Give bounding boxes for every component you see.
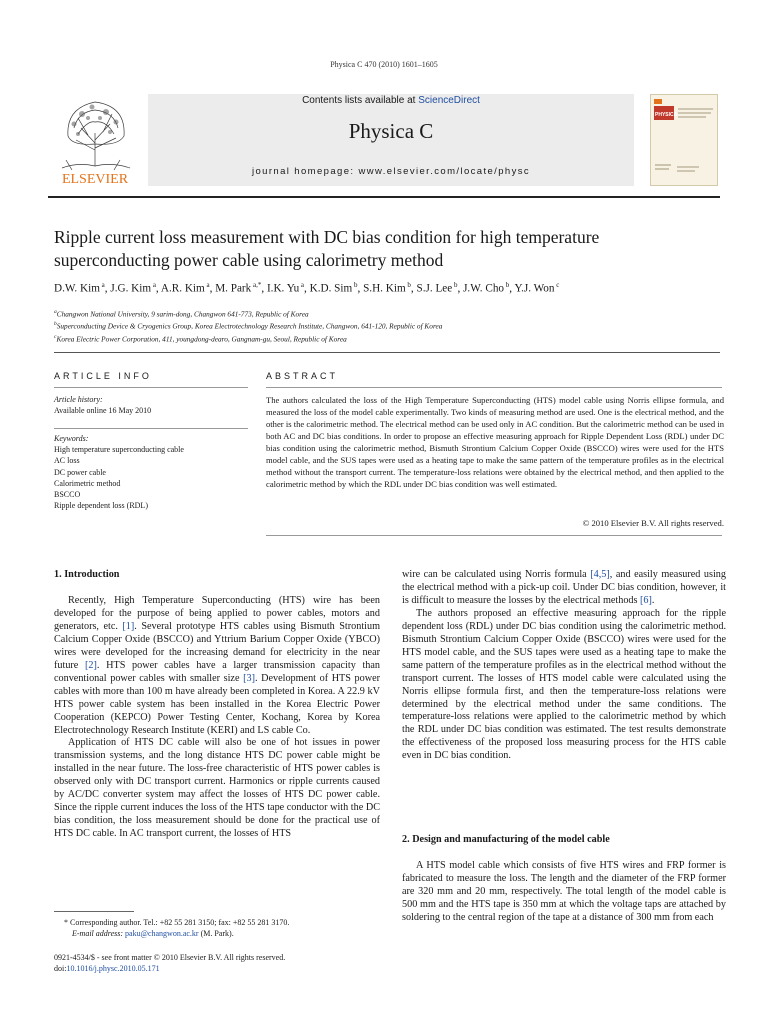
contents-available-line xyxy=(148,95,634,106)
homepage-prefix: journal homepage: xyxy=(251,166,359,177)
journal-cover-thumbnail xyxy=(650,94,718,186)
text-run: . Several prototype HTS cables using Bismuth Strontium Calcium Copper Oxide (BSCCO) and Yttrium Barium Copper Oxide (YBCO) wires were developed for the increasing demand for electricity in the near future xyxy=(54,620,380,671)
front-matter-line: 0921-4534/$ - see front matter © 2010 Elsevier B.V. All rights reserved. xyxy=(54,953,286,962)
sciencedirect-link[interactable]: ScienceDirect xyxy=(418,95,480,106)
author-name: J.G. Kim xyxy=(110,282,152,295)
abstract-text: The authors calculated the loss of the High Temperature Superconducting (HTS) model cable using Norris ellipse formula, and measured the loss of the model cable experimentally. Two kinds of measuring method are used. One is the electrical method, and the other is the calorimetric method. The electrical method can be used only in AC condition. But the calorimetric method can be used in both AC and DC bias conditions. In order to propose an effective measuring approach for Ripple Dependent Loss (RDL) under DC bias condition using the calorimetric method, Bismuth Strontium Calcium Copper Oxide (BSCCO) wires were used for the HTS model cable, and the SUS tapes were used as a heating tape to make the same pattern of the temperature profiles as in the electrical method without the transport current. The temperature-loss relations were obtained by the electrical method, and then applied to the calorimetric method by which the RDL under DC bias condition was well estimated. xyxy=(266,395,724,490)
cover-title: PHYSICA xyxy=(655,112,678,118)
email-label: E-mail address: xyxy=(72,929,126,938)
author-name: S.H. Kim xyxy=(363,282,406,295)
keyword: High temperature superconducting cable xyxy=(54,445,184,455)
section-1-heading: 1. Introduction xyxy=(54,569,120,580)
text-run: A HTS model cable which consists of five HTS wires and FRP former is fabricated to measure the loss. The length and the diameter of the FRP former are 320 mm and 20 mm, respectively. The total length of the model cable is 500 mm and the HTS tape is 350 mm at which the voltage taps are attached by soldering to the central region of the tape at a distance of 300 mm from each xyxy=(402,860,726,923)
journal-title: Physica C xyxy=(348,119,434,143)
affiliation-list xyxy=(54,307,714,344)
author-name: I.K. Yu xyxy=(266,282,300,295)
article-title: Ripple current loss measurement with DC bias condition for high temperature superconducting power cable using calorimetry method xyxy=(54,227,600,270)
info-rule xyxy=(54,387,248,388)
corresponding-author-footnote xyxy=(54,917,380,939)
affiliation-text: Korea Electric Power Corporation, 411, youngdong-dearo, Gangnam-gu, Seoul, Republic of Korea xyxy=(56,334,347,344)
footnote-text: Corresponding author. Tel.: +82 55 281 3150; fax: +82 55 281 3170. xyxy=(68,918,290,927)
author-affiliation-marker: a xyxy=(151,281,156,289)
affiliation-marker: a xyxy=(54,309,57,315)
keyword: AC loss xyxy=(54,456,80,466)
author-affiliation-marker: a,* xyxy=(251,281,262,289)
contents-prefix: Contents lists available at xyxy=(302,95,419,106)
reference-link[interactable]: [6] xyxy=(640,594,652,606)
author-name: A.R. Kim xyxy=(160,282,205,295)
affiliation-marker: b xyxy=(54,321,57,328)
article-info-heading: ARTICLE INFO xyxy=(54,371,152,381)
reference-link[interactable]: [3] xyxy=(243,672,255,684)
text-run: . HTS power cables have a larger transmission capacity than conventional power cables with smaller size xyxy=(54,659,381,684)
affiliation xyxy=(54,307,714,319)
keyword: Ripple dependent loss (RDL) xyxy=(54,501,148,511)
elsevier-logo xyxy=(48,88,143,188)
author-affiliation-marker: b xyxy=(352,281,358,289)
author-name: K.D. Sim xyxy=(309,282,353,295)
reference-link[interactable]: [1] xyxy=(122,620,135,632)
paragraph xyxy=(54,595,380,737)
footnote-rule xyxy=(54,911,134,912)
section-2-heading-block xyxy=(402,834,726,847)
reference-link[interactable]: [4,5] xyxy=(590,569,610,580)
front-matter-rule xyxy=(54,352,720,353)
author-name: S.J. Lee xyxy=(416,282,453,295)
text-run: . Development of HTS power cables with more than 100 m have already been completed in Korea. A 22.9 kV HTS power cable system has been installed in the Korea Electric Power Cooperation (KEPCO) Power Testing Center, Kochang, Korea by Korea Electrotechnology Research Institute (KERI) and LS cable Co. xyxy=(54,672,380,736)
section-2-heading: 2. Design and manufacturing of the model cable xyxy=(402,834,610,845)
author-affiliation-marker: b xyxy=(405,281,411,289)
header-rule xyxy=(48,196,720,198)
author-affiliation-marker: a xyxy=(204,281,210,289)
journal-citation-line: Physica C 470 (2010) 1601–1605 xyxy=(330,60,438,69)
author-name: M. Park xyxy=(215,282,252,295)
keyword: Calorimetric method xyxy=(54,478,121,488)
text-run: wire can be calculated using Norris formula xyxy=(402,569,591,580)
author-name: J.W. Cho xyxy=(463,282,505,295)
journal-cover-icon xyxy=(651,95,719,187)
paragraph xyxy=(402,860,726,925)
paragraph xyxy=(402,569,726,608)
journal-homepage-line xyxy=(148,166,634,177)
affiliation-marker: c xyxy=(54,333,57,340)
elsevier-wordmark: ELSEVIER xyxy=(61,172,129,187)
info-divider xyxy=(54,428,248,429)
affiliation xyxy=(54,332,714,344)
keyword: BSCCO xyxy=(54,490,81,500)
right-column-top xyxy=(402,569,726,763)
text-run: The authors proposed an effective measuring approach for the ripple dependent loss (RDL) under DC bias condition using the calorimetric method. Bismuth Strontium Calcium Copper Oxide (BSCCO) wires were used for the HTS model cable, and the SUS tapes were used as a heating tape to make the same pattern of the temperature profiles as in the electrical method without the transport current. The losses of HTS model cable were calculated using the Norris ellipse formula first, and then the temperature-loss relations were determined by the electrical method under the same conditions. The temperature-loss relations were applied to the calorimetric method by which the RDL under DC bias condition was estimated. The test results demonstrate the effectiveness of the proposed loss measuring process for the HTS cable even in DC bias condition. xyxy=(402,607,726,762)
author-affiliation-marker: c xyxy=(554,281,560,289)
section-1-heading-block xyxy=(54,569,380,582)
abstract-end-rule xyxy=(266,535,722,536)
keywords xyxy=(54,433,248,511)
reference-link[interactable]: [2] xyxy=(85,659,97,671)
footnote-marker: * xyxy=(64,918,68,927)
abstract-rule xyxy=(266,387,722,388)
author-affiliation-marker: a xyxy=(299,281,305,289)
paragraph xyxy=(402,608,726,763)
keyword-list xyxy=(54,444,248,511)
author-list: D.W. Kim $^a$, J.G. Kim $^a$, A.R. Kim $^a$, M. Park $^{a,*}$, I.K. Yu $^a$, K.D. Sim $^b$, S.H. Kim $^b$, S.J. Lee $^b$, J.W. Cho $^b$, Y.J. Won $^c$ xyxy=(54,281,560,295)
abstract-heading: ABSTRACT xyxy=(266,371,339,381)
text-run: . xyxy=(651,594,655,606)
page-footer xyxy=(54,952,380,974)
left-column xyxy=(54,595,380,841)
author-affiliation-marker: b xyxy=(452,281,458,289)
text-run: Application of HTS DC cable will also be one of hot issues in power transmission systems, and the long distance HTS DC power cable might be installed in the near future. The loss-free characteristic of HTS power cables is observed only with DC transport current. Harmonics or ripple currents caused by AC/DC converter system may affect the losses of HTS DC power cable. Since the ripple current induces the loss of the HTS tape conductor with the DC bias condition, the loss measurement should be done for the practical use of HTS DC cable. In AC transport current, the losses of HTS xyxy=(54,737,380,840)
author-name: Y.J. Won xyxy=(514,282,555,295)
right-column-bottom xyxy=(402,860,726,925)
doi-label: doi: xyxy=(54,964,67,973)
affiliation-text: Changwon National University, 9 sarim-dong, Changwon 641-773, Republic of Korea xyxy=(56,309,309,319)
author-affiliation-marker: b xyxy=(504,281,510,289)
affiliation-text: Superconducting Device & Cryogenics Group, Korea Electrotechnology Research Institute, Changwon, 641-120, Republic of Korea xyxy=(56,321,443,331)
email-link[interactable]: paku@changwon.ac.kr xyxy=(125,929,199,938)
text-run: Recently, High Temperature Superconducting (HTS) wire has been developed for the purpose of being applied to power cables, motors and generators, etc. xyxy=(54,595,380,632)
text-run: , and easily measured using the electrical method with a pick-up coil. Under DC bias condition, however, it is difficult to measure the losses by the electrical methods xyxy=(402,569,726,606)
author-name: D.W. Kim xyxy=(54,282,100,295)
homepage-url[interactable]: www.elsevier.com/locate/physc xyxy=(358,166,531,177)
paragraph xyxy=(54,737,380,841)
elsevier-tree-icon xyxy=(48,88,143,188)
keyword: DC power cable xyxy=(54,467,106,477)
affiliation xyxy=(54,319,714,331)
author-affiliation-marker: a xyxy=(99,281,105,289)
keywords-label: Keywords: xyxy=(54,434,89,443)
history-label: Article history: xyxy=(54,395,103,404)
email-suffix: (M. Park). xyxy=(198,929,234,938)
doi-link[interactable]: 10.1016/j.physc.2010.05.171 xyxy=(66,964,160,973)
history-value: Available online 16 May 2010 xyxy=(54,406,152,415)
article-history xyxy=(54,394,248,416)
copyright-line: © 2010 Elsevier B.V. All rights reserved. xyxy=(582,518,724,528)
